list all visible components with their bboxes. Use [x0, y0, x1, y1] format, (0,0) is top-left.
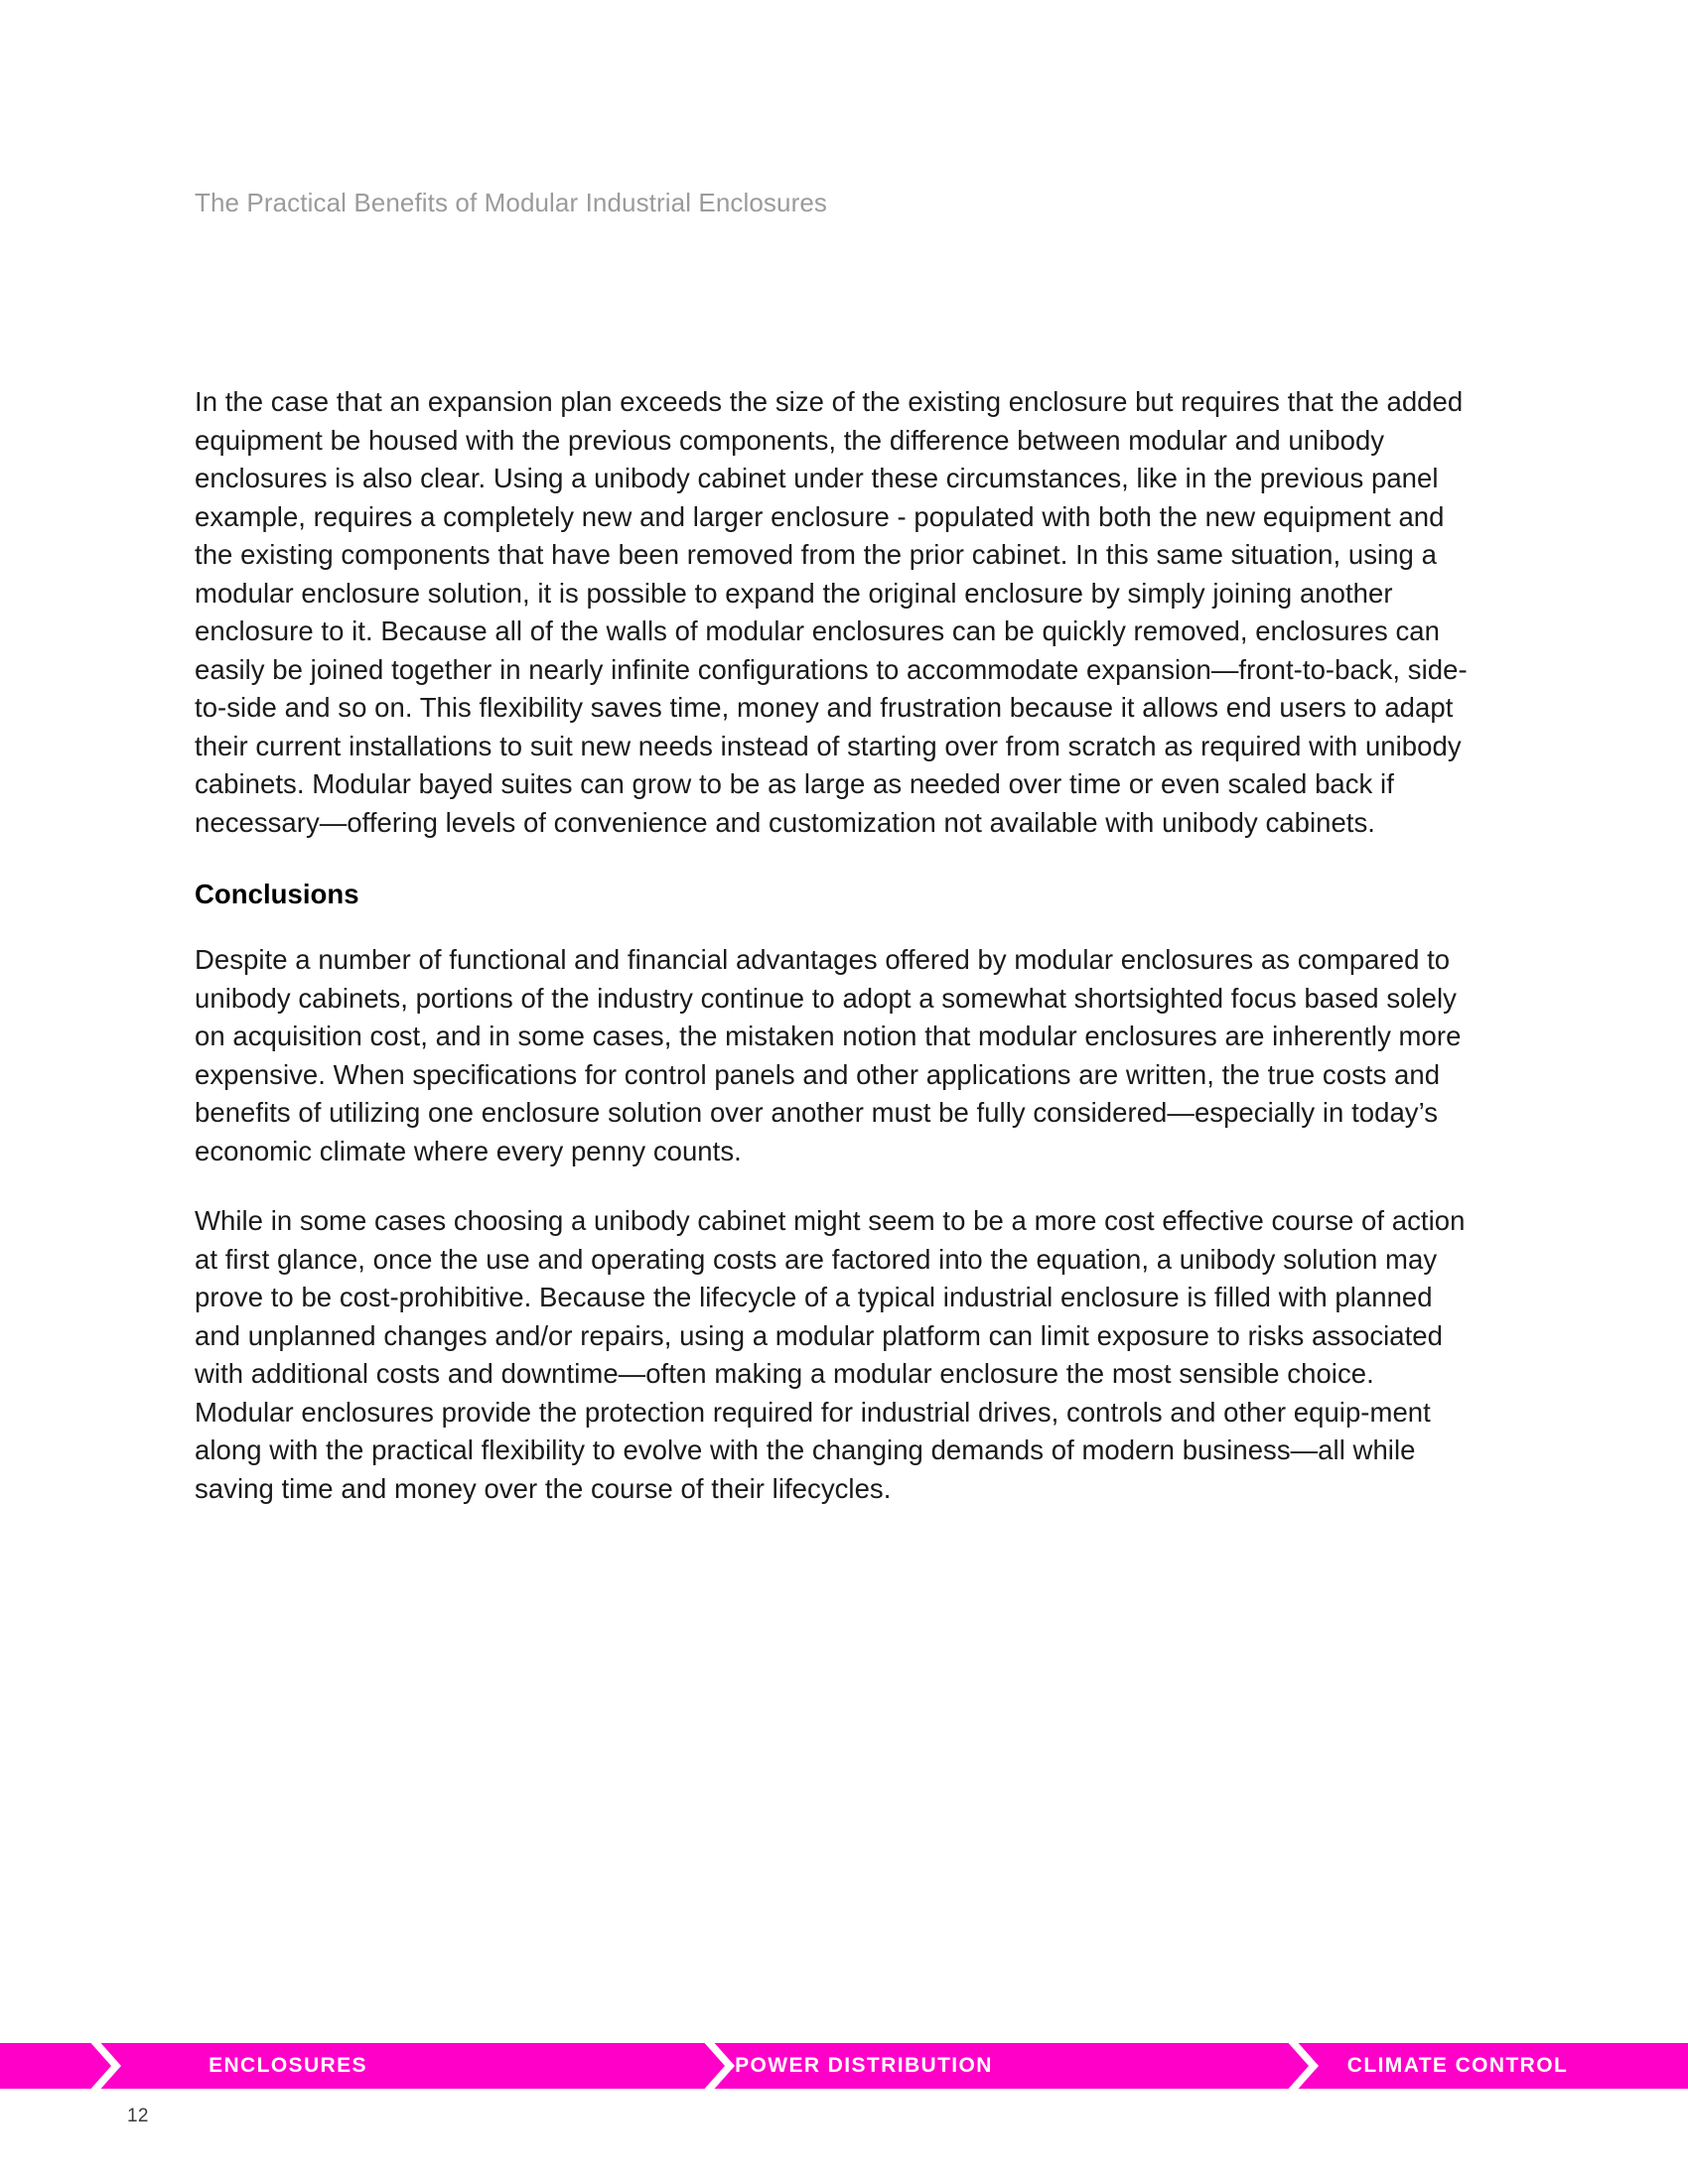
footer-segment-climate-control[interactable]	[1152, 2043, 1688, 2089]
footer-segment-power-distribution[interactable]	[576, 2043, 1152, 2089]
footer-segment-enclosures[interactable]	[0, 2043, 576, 2089]
section-heading-conclusions: Conclusions	[195, 879, 359, 909]
body-paragraph-1: In the case that an expansion plan exceeds the size of the existing enclosure but requires that the added equipment be housed with the previous components, the difference between modular and unibody enclosures is also clear. Using a unibody cabinet under these circumstances, like in the previous panel example, requires a completely new and larger enclosure - populated with both the new equipment and the existing components that have been removed from the prior cabinet. In this same situation, using a modular enclosure solution, it is possible to expand the original enclosure by simply joining another enclosure to it. Because all of the walls of modular enclosures can be quickly removed, enclosures can easily be joined together in nearly infinite configurations to accommodate expansion—front-to-back, side-to-side and so on. This flexibility saves time, money and frustration because it allows end users to adapt their current installations to suit new needs instead of starting over from scratch as required with unibody cabinets. Modular bayed suites can grow to be as large as needed over time or even scaled back if necessary—offering levels of convenience and customization not available with unibody cabinets.	[195, 386, 1468, 838]
page-number: 12	[127, 2106, 149, 2126]
body-paragraph-3: While in some cases choosing a unibody cabinet might seem to be a more cost effective course of action at first glance, once the use and operating costs are factored into the equation, a unibody solution may prove to be cost-prohibitive. Because the lifecycle of a typical industrial enclosure is filled with planned and unplanned changes and/or repairs, using a modular platform can limit exposure to risks associated with additional costs and downtime—often making a modular enclosure the most sensible choice. Modular enclosures provide the protection required for industrial drives, controls and other equip-ment along with the practical flexibility to evolve with the changing demands of modern business—all while saving time and money over the course of their lifecycles.	[195, 1205, 1466, 1504]
footer-label-climate-control: CLIMATE CONTROL	[1346, 2054, 1569, 2077]
running-header: The Practical Benefits of Modular Industrial Enclosures	[195, 188, 828, 217]
page-content	[195, 383, 1474, 1508]
footer-brand-bar	[0, 2043, 1688, 2089]
footer-label-power-distribution: POWER DISTRIBUTION	[735, 2054, 993, 2077]
footer-label-enclosures: ENCLOSURES	[209, 2054, 367, 2077]
body-paragraph-2: Despite a number of functional and financial advantages offered by modular enclosures as compared to unibody cabinets, portions of the industry continue to adopt a somewhat shortsighted focus based solely on acquisition cost, and in some cases, the mistaken notion that modular enclosures are inherently more expensive. When specifications for control panels and other applications are written, the true costs and benefits of utilizing one enclosure solution over another must be fully considered—especially in today’s economic climate where every penny counts.	[195, 944, 1462, 1166]
